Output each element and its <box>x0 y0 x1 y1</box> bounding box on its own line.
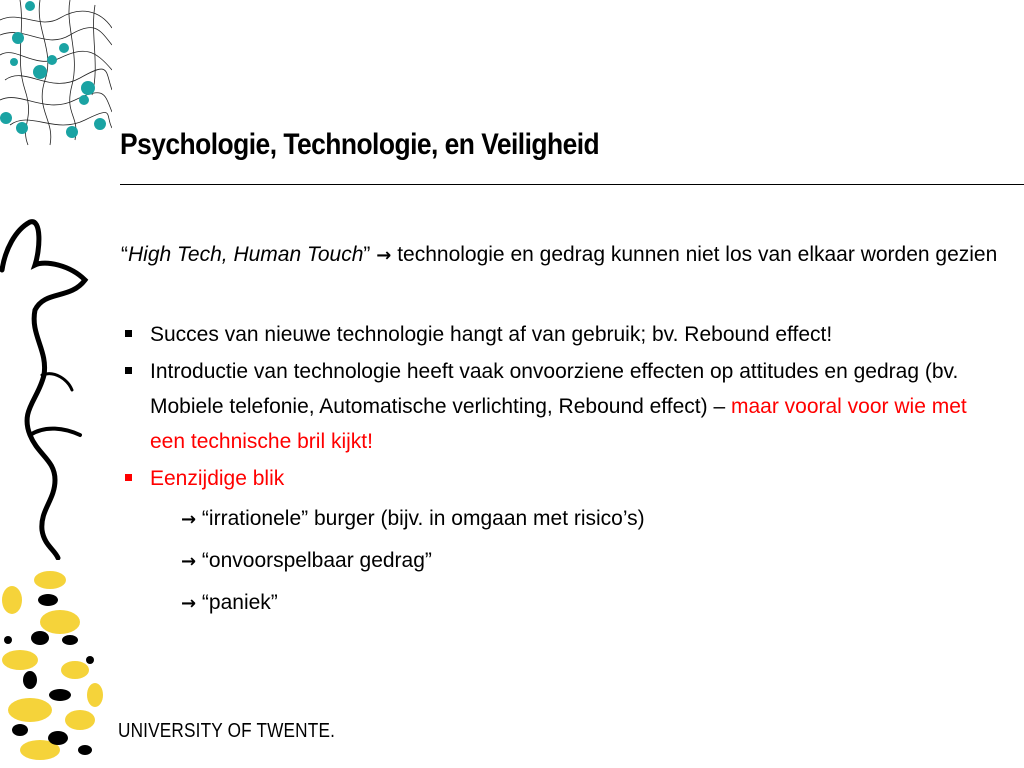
square-bullet-icon <box>125 367 132 374</box>
decorative-brush-stroke <box>0 210 90 560</box>
bullet-item-highlighted <box>121 461 1001 496</box>
bullet-text: Eenzijdige blik <box>150 467 285 490</box>
slide-body <box>121 237 1001 627</box>
intro-italic-phrase: High Tech, Human Touch <box>128 243 364 266</box>
intro-paragraph <box>121 237 1001 273</box>
university-logo: UNIVERSITY OF TWENTE. <box>118 720 336 742</box>
arrow-icon: → <box>181 551 197 572</box>
sub-item <box>121 585 1001 621</box>
arrow-icon: → <box>181 593 197 614</box>
decorative-line-art-top <box>0 0 112 150</box>
bullet-highlight-text: maar vooral voor wie met een technische bril kijkt! <box>150 395 967 453</box>
square-bullet-icon <box>125 330 132 337</box>
bullet-text: Succes van nieuwe technologie hangt af van gebruik; bv. Rebound effect! <box>150 323 833 346</box>
title-divider <box>120 184 1024 185</box>
sub-item-text: “irrationele” burger (bijv. in omgaan met risico’s) <box>196 507 645 530</box>
close-quote: ” <box>363 243 371 266</box>
bullet-text: Introductie van technologie heeft vaak onvoorziene effecten op attitudes en gedrag (bv. Mobiele telefonie, Automatische verlichting, Rebound effect) – <box>150 360 959 418</box>
arrow-icon: → <box>181 509 197 530</box>
sub-item-text: “paniek” <box>196 591 278 614</box>
slide-title: Psychologie, Technologie, en Veiligheid <box>120 128 600 161</box>
decorative-blob-art-bottom <box>0 560 110 768</box>
open-quote: “ <box>121 243 128 266</box>
sub-item <box>121 501 1001 537</box>
square-bullet-icon <box>125 474 132 481</box>
bullet-list <box>121 317 1001 496</box>
sub-item <box>121 543 1001 579</box>
bullet-item <box>121 317 1001 352</box>
intro-text: technologie en gedrag kunnen niet los van elkaar worden gezien <box>391 243 998 266</box>
arrow-icon: → <box>376 245 392 266</box>
bullet-item <box>121 354 1001 459</box>
sub-item-text: “onvoorspelbaar gedrag” <box>196 549 432 572</box>
